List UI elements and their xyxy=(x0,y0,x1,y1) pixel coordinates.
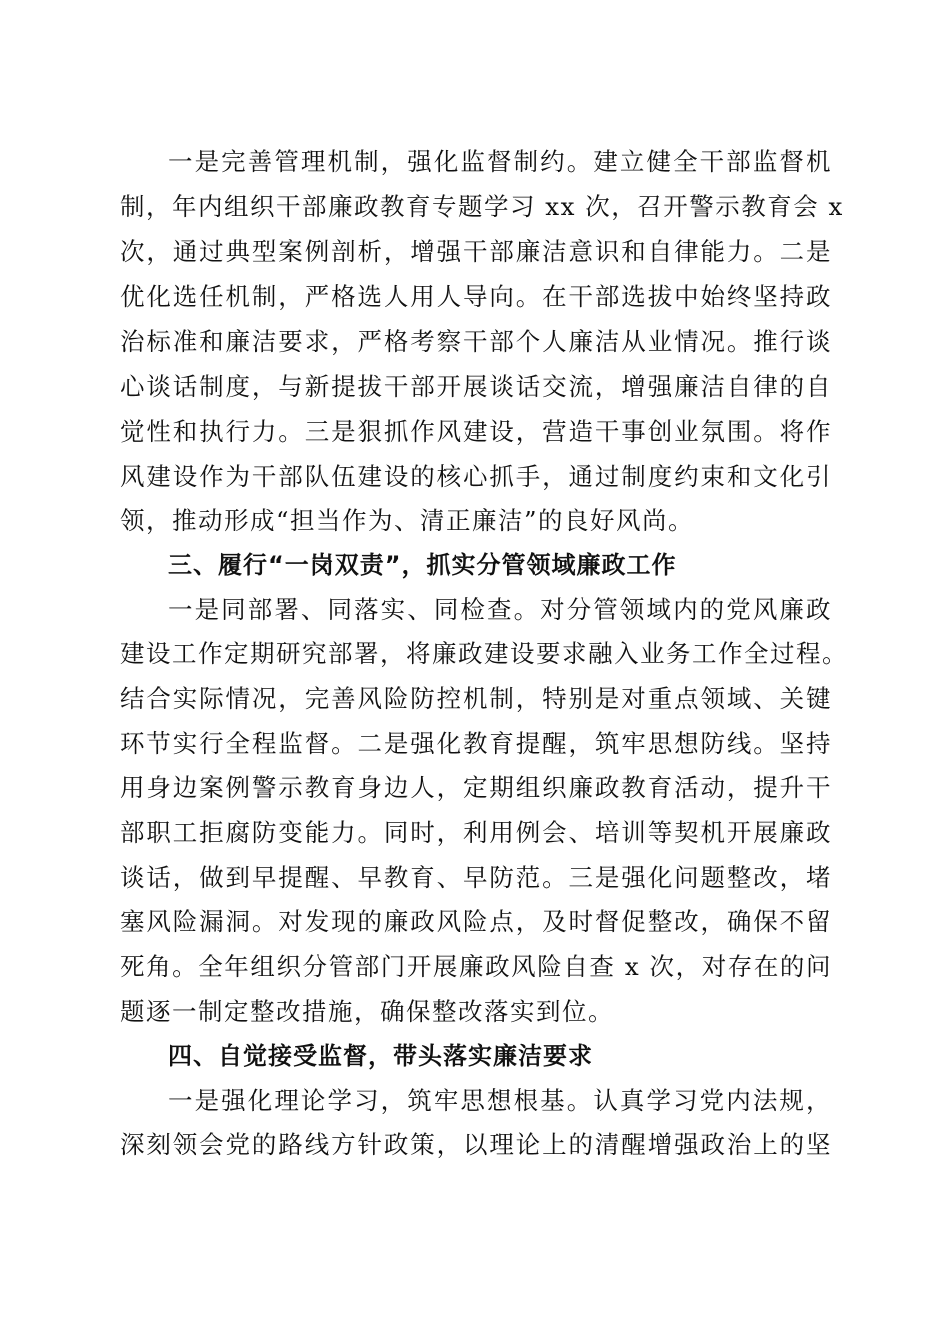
paragraph-line: 觉性和执行力。三是狠抓作风建设，营造干事创业氛围。将作 xyxy=(120,417,832,446)
paragraph-line: 题逐一制定整改措施，确保整改落实到位。 xyxy=(120,997,614,1026)
paragraph-line: 结合实际情况，完善风险防控机制，特别是对重点领域、关键 xyxy=(120,684,832,713)
paragraph-line: 死角。全年组织分管部门开展廉政风险自查 x 次，对存在的问 xyxy=(120,952,832,981)
paragraph-line: 深刻领会党的路线方针政策，以理论上的清醒增强政治上的坚 xyxy=(120,1130,832,1159)
section-heading-4: 四、自觉接受监督，带头落实廉洁要求 xyxy=(168,1042,593,1070)
paragraph-line: 环节实行全程监督。二是强化教育提醒，筑牢思想防线。坚持 xyxy=(120,729,832,758)
paragraph-line: 制，年内组织干部廉政教育专题学习 xx 次，召开警示教育会 x xyxy=(120,192,844,221)
paragraph-line: 一是强化理论学习，筑牢思想根基。认真学习党内法规， xyxy=(168,1086,832,1115)
paragraph-line: 风建设作为干部队伍建设的核心抓手，通过制度约束和文化引 xyxy=(120,462,832,491)
paragraph-line: 谈话，做到早提醒、早教育、早防范。三是强化问题整改，堵 xyxy=(120,863,832,892)
paragraph-line: 次，通过典型案例剖析，增强干部廉洁意识和自律能力。二是 xyxy=(120,237,832,266)
paragraph-line: 心谈话制度，与新提拔干部开展谈话交流，增强廉洁自律的自 xyxy=(120,372,832,401)
paragraph-line: 部职工拒腐防变能力。同时，利用例会、培训等契机开展廉政 xyxy=(120,818,832,847)
paragraph-line: 一是同部署、同落实、同检查。对分管领域内的党风廉政 xyxy=(168,595,832,624)
paragraph-line: 一是完善管理机制，强化监督制约。建立健全干部监督机 xyxy=(168,147,832,176)
paragraph-line: 塞风险漏洞。对发现的廉政风险点，及时督促整改，确保不留 xyxy=(120,907,832,936)
section-heading-3: 三、履行“一岗双责”，抓实分管领域廉政工作 xyxy=(168,551,677,579)
paragraph-line: 建设工作定期研究部署，将廉政建设要求融入业务工作全过程。 xyxy=(120,639,848,668)
paragraph-line: 优化选任机制，严格选人用人导向。在干部选拔中始终坚持政 xyxy=(120,282,832,311)
paragraph-line: 用身边案例警示教育身边人，定期组织廉政教育活动，提升干 xyxy=(120,773,832,802)
paragraph-line: 治标准和廉洁要求，严格考察干部个人廉洁从业情况。推行谈 xyxy=(120,327,832,356)
paragraph-line: 领，推动形成“担当作为、清正廉洁”的良好风尚。 xyxy=(120,506,695,535)
